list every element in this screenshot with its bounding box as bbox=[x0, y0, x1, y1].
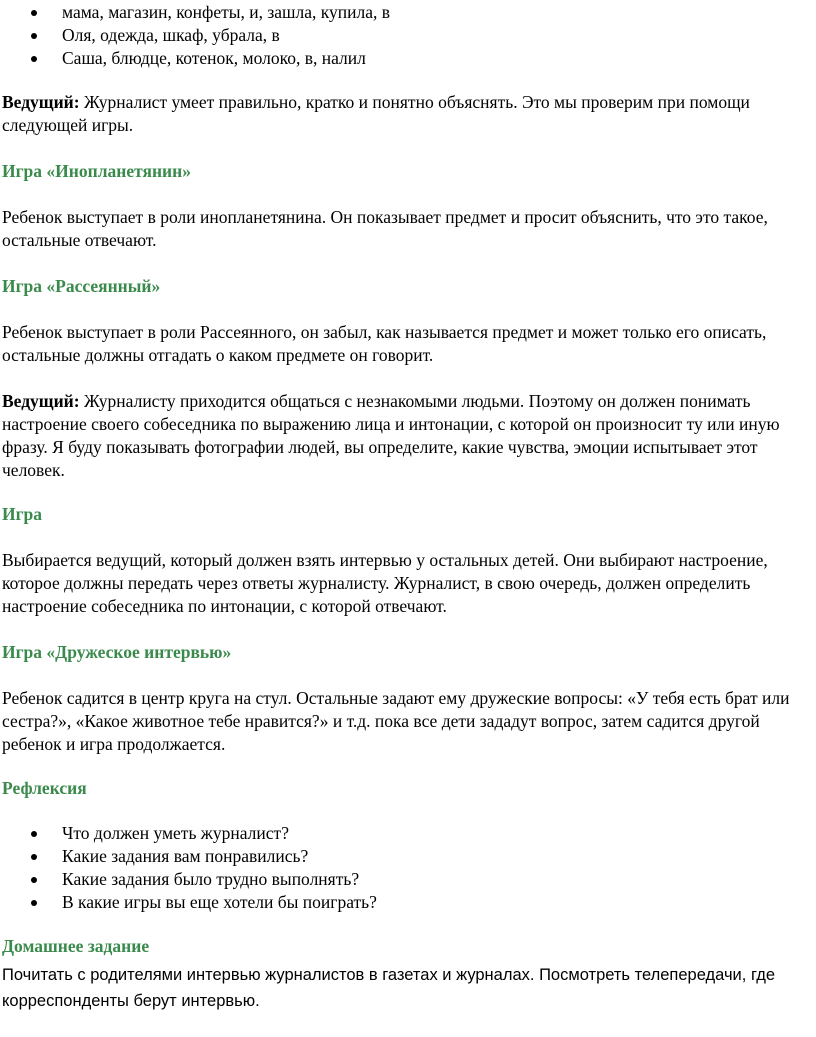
list-item-text: Какие задания вам понравились? bbox=[62, 846, 309, 866]
list-item bbox=[0, 845, 377, 868]
intro-word-list bbox=[0, 1, 390, 70]
list-item bbox=[0, 891, 377, 914]
list-item bbox=[0, 1, 390, 24]
heading-homework: Домашнее задание bbox=[2, 936, 150, 956]
list-item-text: Оля, одежда, шкаф, убрала, в bbox=[62, 25, 280, 45]
list-item-text: В какие игры вы еще хотели бы поиграть? bbox=[62, 892, 377, 912]
bullet-icon bbox=[31, 56, 37, 62]
paragraph-absent-minded-game: Ребенок выступает в роли Рассеянного, он забыл, как называется предмет и может только его описать, остальные должны отгадать о каком предмете он говорит. bbox=[2, 322, 767, 365]
list-item-text: мама, магазин, конфеты, и, зашла, купила, в bbox=[62, 2, 391, 22]
bullet-icon bbox=[31, 854, 37, 860]
heading-alien-game: Игра «Инопланетянин» bbox=[2, 161, 191, 181]
reflection-list bbox=[0, 822, 377, 914]
heading-absent-minded-game: Игра «Рассеянный» bbox=[2, 276, 161, 296]
bullet-icon bbox=[31, 831, 37, 837]
paragraph-text: Журналисту приходится общаться с незнакомыми людьми. Поэтому он должен понимать настроение своего собеседника по выражению лица и интонации, с которой он произносит ту или иную фразу. Я буду показывать фотографии людей, вы определите, какие чувства, эмоции испытывает этот человек. bbox=[2, 391, 780, 480]
list-item bbox=[0, 868, 377, 891]
list-item-text: Саша, блюдце, котенок, молоко, в, налил bbox=[62, 48, 366, 68]
paragraph-game: Выбирается ведущий, который должен взять интервью у остальных детей. Они выбирают настроение, которое должны передать через ответы журналисту. Журналист, в свою очередь, должен определить настроение собеседника по интонации, с которой отвечают. bbox=[2, 550, 768, 616]
paragraph-lead: Ведущий: bbox=[2, 92, 80, 112]
list-item-text: Что должен уметь журналист? bbox=[62, 823, 289, 843]
paragraph-alien-game: Ребенок выступает в роли инопланетянина. Он показывает предмет и просит объяснить, что это такое, остальные отвечают. bbox=[2, 207, 768, 250]
paragraph-text: Журналист умеет правильно, кратко и понятно объяснять. Это мы проверим при помощи следующей игры. bbox=[2, 92, 750, 135]
paragraph-host-emotions bbox=[2, 390, 802, 482]
heading-friendly-interview: Игра «Дружеское интервью» bbox=[2, 642, 232, 662]
list-item bbox=[0, 47, 390, 70]
list-item bbox=[0, 24, 390, 47]
heading-game: Игра bbox=[2, 504, 43, 524]
paragraph-lead: Ведущий: bbox=[2, 391, 80, 411]
paragraph-host-explain bbox=[2, 91, 802, 137]
paragraph-friendly-interview: Ребенок садится в центр круга на стул. Остальные задают ему дружеские вопросы: «У тебя есть брат или сестра?», «Какое животное тебе нравится?» и т.д. пока все дети зададут вопрос, затем садится другой ребенок и игра продолжается. bbox=[2, 688, 790, 754]
bullet-icon bbox=[31, 10, 37, 16]
bullet-icon bbox=[31, 33, 37, 39]
list-item bbox=[0, 822, 377, 845]
list-item-text: Какие задания было трудно выполнять? bbox=[62, 869, 360, 889]
heading-reflection: Рефлексия bbox=[2, 778, 87, 798]
bullet-icon bbox=[31, 900, 37, 906]
bullet-icon bbox=[31, 877, 37, 883]
paragraph-homework: Почитать с родителями интервью журналистов в газетах и журналах. Посмотреть телепередачи, где корреспонденты берут интервью. bbox=[2, 966, 776, 1010]
